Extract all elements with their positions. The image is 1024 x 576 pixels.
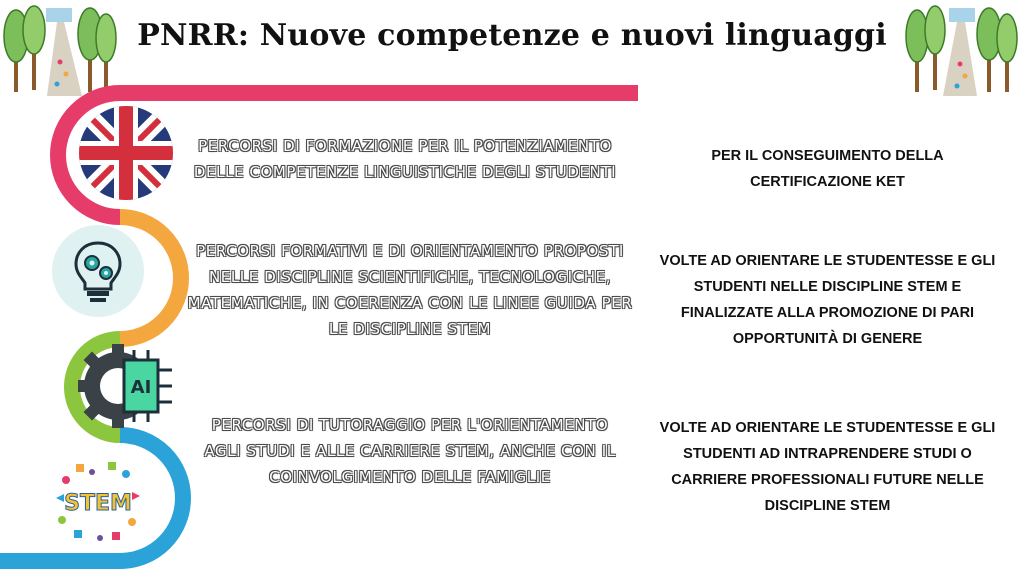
- ai-badge-text: AI: [130, 377, 152, 398]
- left-text-tutoring-courses: PERCORSI DI TUTORAGGIO PER L'ORIENTAMENTO AGLI STUDI E ALLE CARRIERE STEM, ANCHE CON IL COINVOLGIMENTO DELLE FAMIGLIE: [204, 416, 616, 486]
- lightbulb-gear-icon: [52, 225, 144, 317]
- stem-badge-text: STEM: [64, 491, 132, 516]
- uk-flag-icon: [78, 105, 174, 201]
- right-text-ket-certification: PER IL CONSEGUIMENTO DELLA CERTIFICAZIONE KET: [711, 148, 944, 190]
- page-title: PNRR: Nuove competenze e nuovi linguaggi: [137, 18, 887, 53]
- left-text-stem-courses: PERCORSI FORMATIVI E DI ORIENTAMENTO PROPOSTI NELLE DISCIPLINE SCIENTIFICHE, TECNOLOGICHE, MATEMATICHE, IN COERENZA CON LE LINEE GUIDA PER LE DISCIPLINE STEM: [187, 242, 633, 338]
- left-text-language-courses: PERCORSI DI FORMAZIONE PER IL POTENZIAMENTO DELLE COMPETENZE LINGUISTICHE DEGLI STUDENTI: [193, 137, 617, 181]
- right-text-equal-opportunities: VOLTE AD ORIENTARE LE STUDENTESSE E GLI STUDENTI NELLE DISCIPLINE STEM E FINALIZZATE ALLA PROMOZIONE DI PARI OPPORTUNITÀ DI GENERE: [659, 253, 996, 347]
- right-text-stem-careers: VOLTE AD ORIENTARE LE STUDENTESSE E GLI STUDENTI AD INTRAPRENDERE STUDI O CARRIERE PROFESSIONALI FUTURE NELLE DISCIPLINE STEM: [659, 420, 996, 514]
- stem-collage-icon: [46, 450, 150, 554]
- ai-chip-gear-icon: [78, 342, 178, 430]
